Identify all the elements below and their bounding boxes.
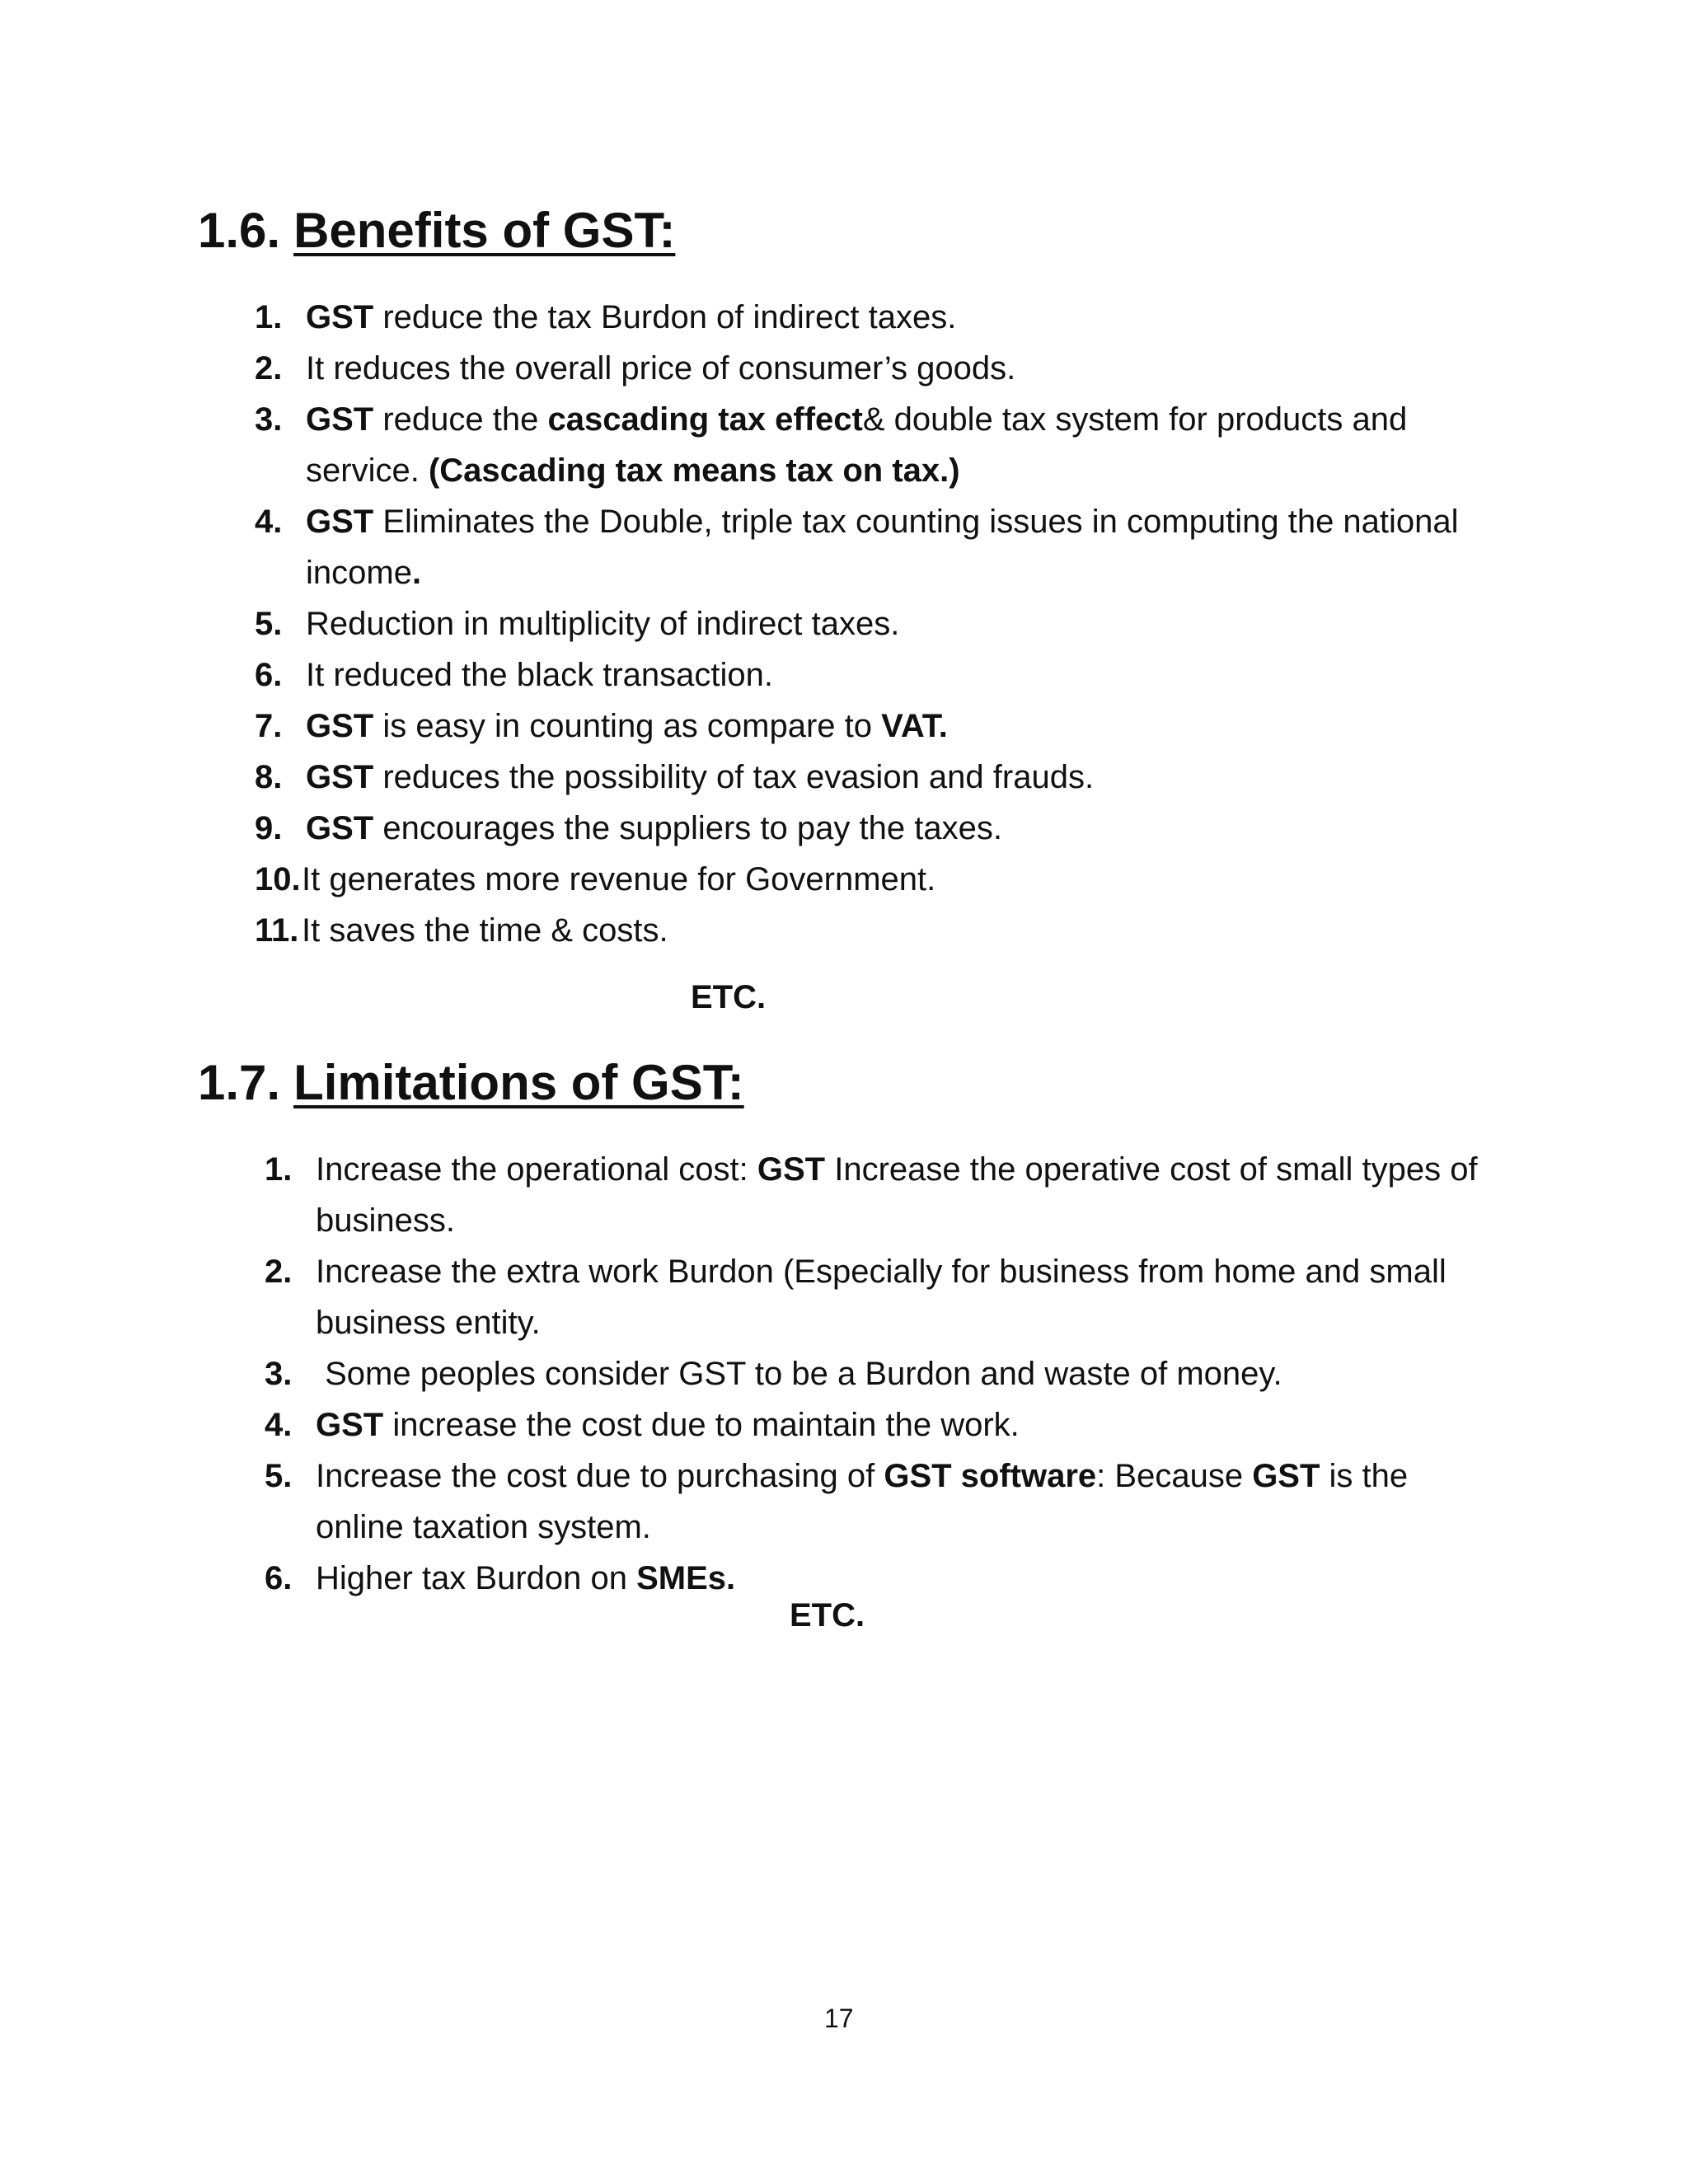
bold-text-run: SMEs.	[636, 1560, 736, 1596]
benefits-item	[255, 598, 1491, 649]
limitations-etc: ETC.	[790, 1597, 865, 1633]
benefits-item	[255, 649, 1491, 701]
text-run: Eliminates the Double, triple tax counting issues in computing the national income	[306, 504, 1468, 591]
text-run: It generates more revenue for Government.	[302, 861, 936, 898]
list-item-text	[316, 1399, 1501, 1451]
bold-text-run: (Cascading tax means tax on tax.)	[428, 452, 960, 489]
limitations-item	[265, 1348, 1501, 1399]
page-number: 17	[824, 2004, 854, 2033]
list-item-number: 3.	[255, 401, 283, 438]
text-run: increase the cost due to maintain the work.	[383, 1407, 1020, 1443]
bold-text-run: GST	[316, 1407, 384, 1443]
text-run: reduce the	[373, 401, 548, 438]
list-item-number: 7.	[255, 708, 283, 744]
list-item-text	[302, 854, 1491, 905]
text-run: It reduced the black transaction.	[306, 657, 773, 693]
limitations-section-title: Limitations of GST:	[293, 1055, 744, 1110]
benefits-item	[255, 803, 1491, 854]
text-run: encourages the suppliers to pay the taxes.	[373, 810, 1002, 846]
bold-text-run: GST	[306, 504, 374, 540]
benefits-item	[255, 854, 1491, 905]
bold-text-run: VAT.	[881, 708, 948, 744]
list-item-text	[306, 752, 1491, 803]
limitations-list	[265, 1144, 1501, 1604]
limitations-section-number: 1.7.	[198, 1055, 281, 1110]
list-item-number: 1.	[255, 299, 283, 335]
list-item-number: 8.	[255, 759, 283, 795]
text-run: Increase the extra work Burdon (Especially for business from home and small business entity.	[316, 1254, 1456, 1341]
text-run: : Because	[1096, 1458, 1253, 1494]
list-item-text	[316, 1553, 1501, 1604]
text-run: Some peoples consider GST to be a Burdon and waste of money.	[316, 1356, 1282, 1392]
bold-text-run: GST	[306, 401, 374, 438]
benefits-item	[255, 343, 1491, 394]
text-run: Reduction in multiplicity of indirect taxes.	[306, 606, 900, 642]
benefits-item	[255, 394, 1491, 496]
text-run: is the online taxation system.	[316, 1458, 1418, 1545]
list-item-number: 1.	[265, 1151, 293, 1188]
limitations-item	[265, 1246, 1501, 1348]
list-item-number: 6.	[255, 657, 283, 693]
benefits-item	[255, 496, 1491, 598]
benefits-item	[255, 292, 1491, 343]
benefits-item	[255, 701, 1491, 752]
list-item-text	[306, 649, 1491, 701]
list-item-text	[316, 1144, 1501, 1246]
list-item-text	[302, 905, 1491, 956]
text-run: reduce the tax Burdon of indirect taxes.	[373, 299, 957, 335]
list-item-number: 5.	[255, 606, 283, 642]
bold-text-run: GST	[306, 759, 374, 795]
benefits-list	[255, 292, 1491, 956]
limitations-item	[265, 1553, 1501, 1604]
bold-text-run: GST	[306, 810, 374, 846]
bold-text-run: .	[411, 555, 422, 591]
benefits-section-number: 1.6.	[198, 203, 281, 258]
list-item-number: 2.	[255, 350, 283, 387]
text-run: It reduces the overall price of consumer’s goods.	[306, 350, 1016, 387]
bold-text-run: GST	[306, 708, 374, 744]
list-item-number: 3.	[265, 1356, 293, 1392]
bold-text-run: GST	[757, 1151, 826, 1188]
bold-text-run: GST	[306, 299, 374, 335]
benefits-etc: ETC.	[691, 979, 767, 1015]
list-item-number: 11.	[255, 912, 299, 949]
list-item-number: 5.	[265, 1458, 293, 1494]
list-item-number: 4.	[265, 1407, 293, 1443]
benefits-section-title: Benefits of GST:	[293, 203, 676, 258]
list-item-text	[306, 292, 1491, 343]
benefits-item	[255, 905, 1491, 956]
list-item-number: 9.	[255, 810, 283, 846]
list-item-text	[306, 803, 1491, 854]
list-item-text	[316, 1246, 1501, 1348]
list-item-number: 10.	[255, 861, 301, 898]
text-run: reduces the possibility of tax evasion and frauds.	[373, 759, 1095, 795]
list-item-text	[316, 1348, 1501, 1399]
benefits-item	[255, 752, 1491, 803]
list-item-text	[306, 496, 1491, 598]
list-item-number: 4.	[255, 504, 283, 540]
limitations-item	[265, 1451, 1501, 1553]
limitations-heading	[198, 1055, 744, 1110]
list-item-number: 6.	[265, 1560, 293, 1596]
list-item-text	[306, 394, 1491, 496]
list-item-text	[306, 343, 1491, 394]
bold-text-run: cascading tax effect	[547, 401, 863, 438]
text-run: Increase the operational cost:	[316, 1151, 757, 1188]
text-run: It saves the time & costs.	[302, 912, 668, 949]
bold-text-run: GST software	[884, 1458, 1097, 1494]
text-run: is easy in counting as compare to	[373, 708, 882, 744]
bold-text-run: GST	[1252, 1458, 1320, 1494]
text-run: Increase the cost due to purchasing of	[316, 1458, 884, 1494]
list-item-number: 2.	[265, 1254, 293, 1290]
text-run: Higher tax Burdon on	[316, 1560, 637, 1596]
text-run: & double tax system for products and service.	[306, 401, 1417, 489]
text-run: Increase the operative cost of small types of business.	[316, 1151, 1487, 1239]
limitations-item	[265, 1399, 1501, 1451]
list-item-text	[306, 598, 1491, 649]
list-item-text	[306, 701, 1491, 752]
list-item-text	[316, 1451, 1501, 1553]
limitations-item	[265, 1144, 1501, 1246]
benefits-heading	[198, 203, 676, 258]
